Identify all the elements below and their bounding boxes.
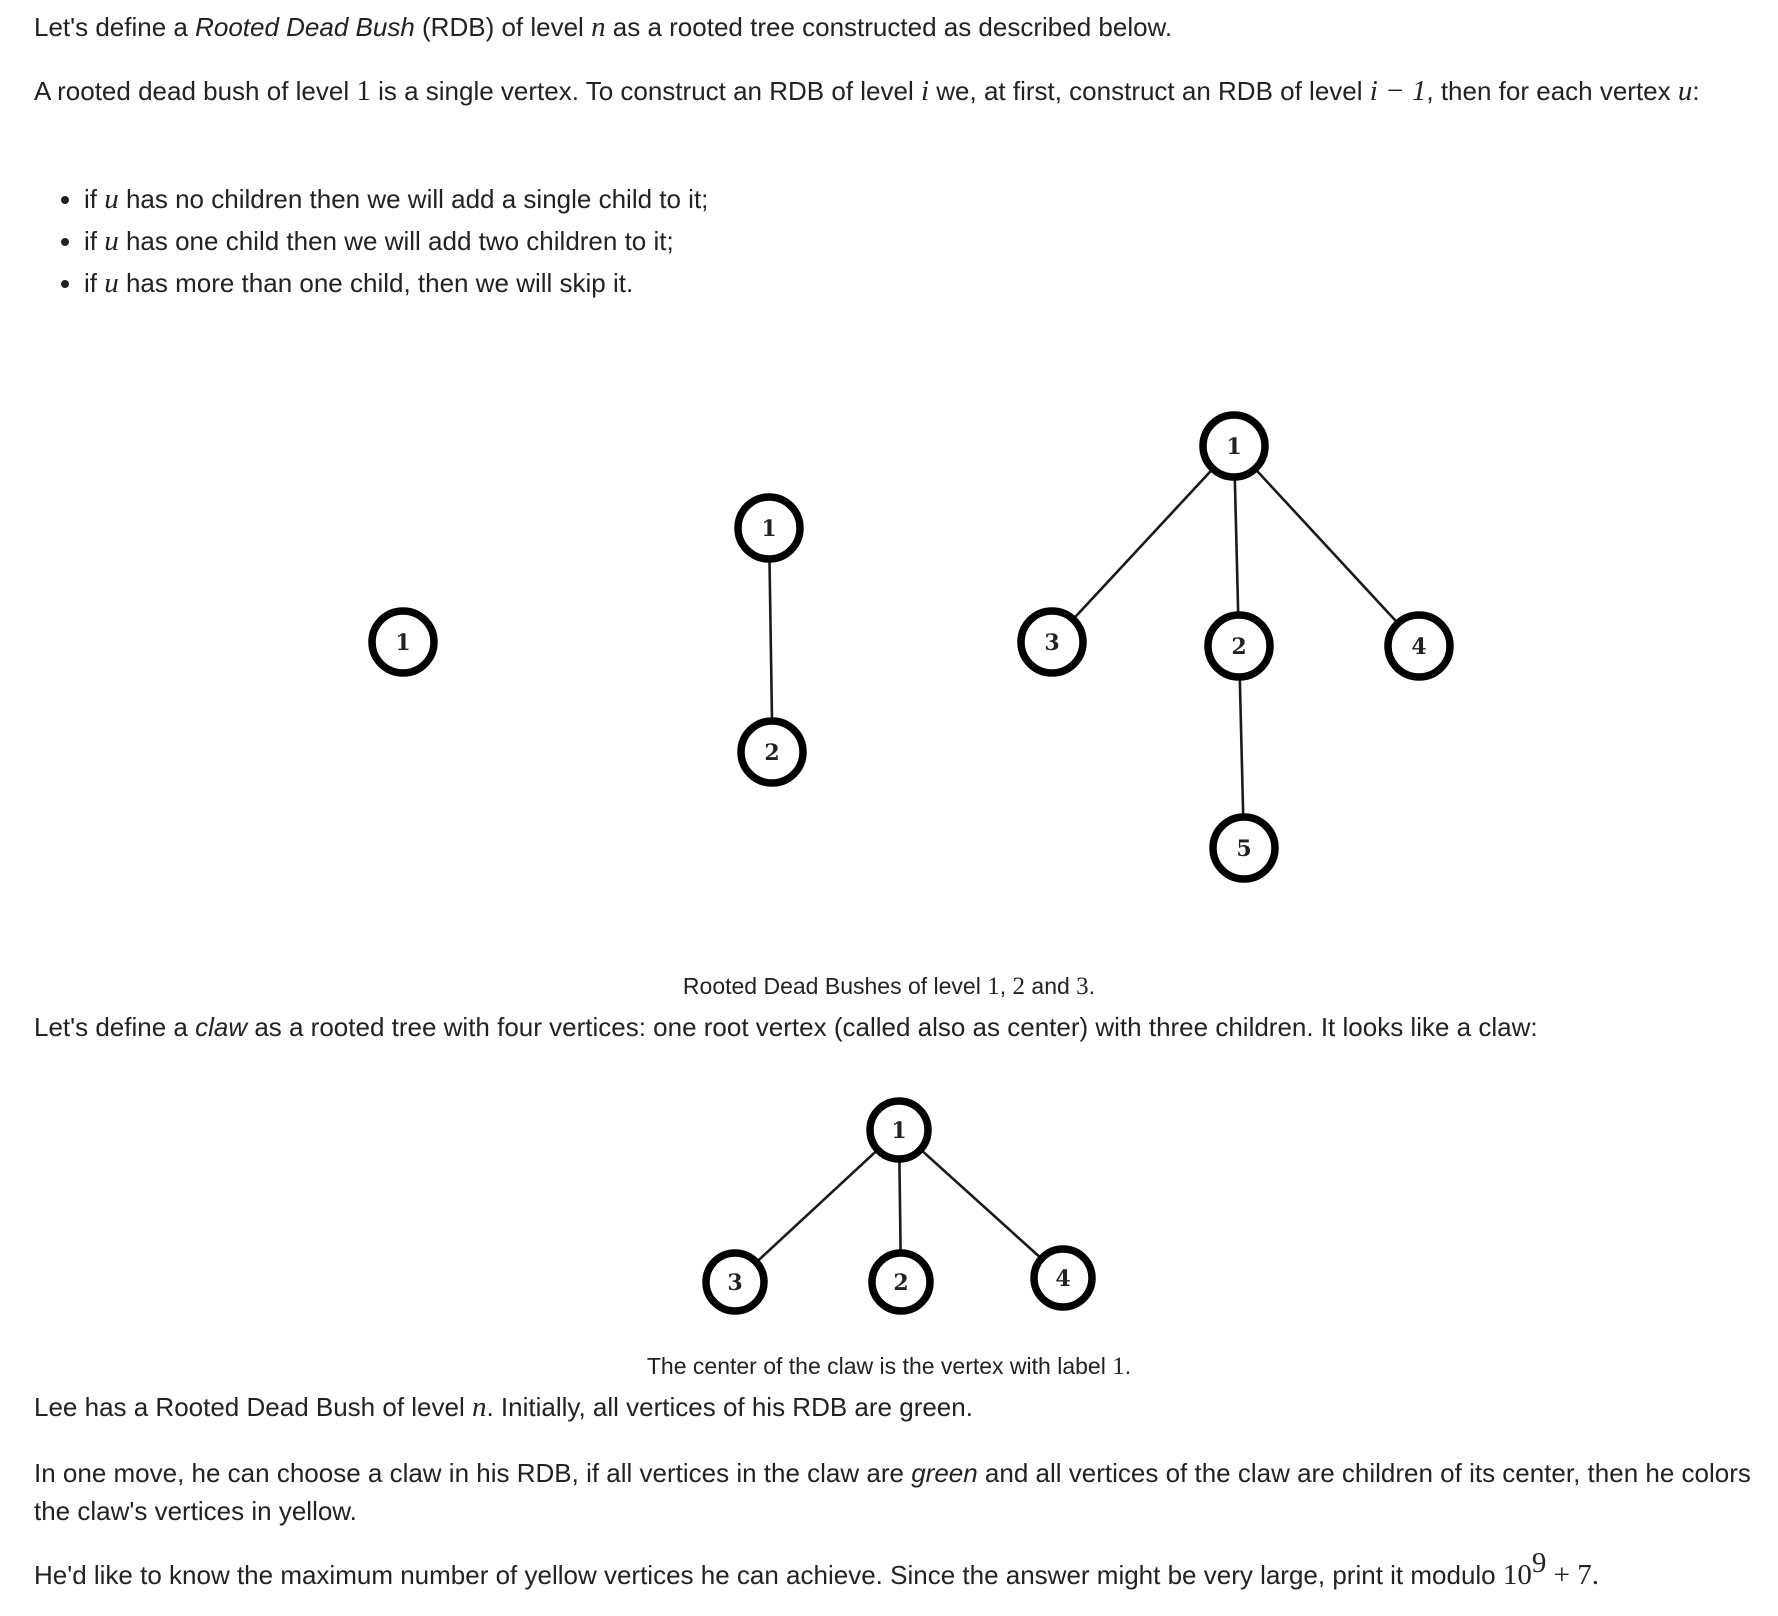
tree-edge xyxy=(735,1130,899,1282)
node-label: 1 xyxy=(1226,434,1242,460)
text: , then for each vertex xyxy=(1426,76,1678,106)
text: : xyxy=(1692,76,1700,106)
node-label: 2 xyxy=(764,740,780,766)
math-10: 10 xyxy=(1502,1559,1532,1591)
node-label: 2 xyxy=(1231,634,1247,660)
text: . Initially, all vertices of his RDB are green. xyxy=(486,1392,973,1422)
text: Lee has a Rooted Dead Bush of level xyxy=(34,1392,472,1422)
text: Let's define a xyxy=(34,12,196,42)
math-1: 1 xyxy=(356,75,371,107)
tree-edge xyxy=(1234,446,1419,646)
node-label: 4 xyxy=(1411,634,1427,660)
node-label: 2 xyxy=(893,1270,909,1296)
claw-figure xyxy=(0,1080,1778,1340)
math-plus-7: + 7. xyxy=(1546,1559,1599,1591)
term-green: green xyxy=(911,1458,978,1488)
node-label: 1 xyxy=(891,1118,907,1144)
term-rooted-dead-bush: Rooted Dead Bush xyxy=(195,12,415,42)
node-label: 5 xyxy=(1236,836,1252,862)
math-exponent-9: 9 xyxy=(1531,1547,1547,1579)
rdb-levels-figure xyxy=(0,300,1778,900)
node-label: 3 xyxy=(727,1270,743,1296)
math-u: u xyxy=(104,267,119,299)
tree-edge xyxy=(899,1130,1063,1278)
initial-state-paragraph xyxy=(34,1388,1754,1426)
claw-definition-paragraph xyxy=(34,1008,1754,1046)
text: as a rooted tree with four vertices: one root vertex (called also as center) with three children. It looks like a claw: xyxy=(247,1012,1538,1042)
text: as a rooted tree constructed as described below. xyxy=(605,12,1173,42)
math-u: u xyxy=(104,225,119,257)
math-n: n xyxy=(471,1391,487,1423)
figure2-caption: The center of the claw is the vertex with label 1. xyxy=(646,1353,1132,1380)
math-i: i xyxy=(920,75,930,107)
math-u: u xyxy=(1677,75,1693,107)
intro-paragraph xyxy=(34,8,1754,46)
construction-paragraph xyxy=(34,72,1754,110)
node-label: 1 xyxy=(395,630,411,656)
math-u: u xyxy=(104,183,119,215)
math-i-minus-1: i − 1 xyxy=(1369,75,1427,107)
term-claw: claw xyxy=(195,1012,248,1042)
text: In one move, he can choose a claw in his RDB, if all vertices in the claw are xyxy=(34,1458,912,1488)
text: is a single vertex. To construct an RDB of level xyxy=(370,76,921,106)
text: A rooted dead bush of level xyxy=(34,76,357,106)
node-label: 3 xyxy=(1044,630,1060,656)
rules-list xyxy=(34,178,1778,304)
text: we, at first, construct an RDB of level xyxy=(929,76,1370,106)
math-n: n xyxy=(591,11,606,43)
tree-edge xyxy=(1052,446,1234,642)
text: (RDB) of level xyxy=(414,12,592,42)
text: He'd like to know the maximum number of yellow vertices he can achieve. Since the answer might be very large, print it modulo xyxy=(34,1560,1503,1590)
text: Let's define a xyxy=(34,1012,196,1042)
question-paragraph xyxy=(34,1547,1754,1594)
rdb-level-2 xyxy=(738,497,803,783)
figure1-caption: Rooted Dead Bushes of level 1, 2 and 3. xyxy=(682,973,1096,1000)
move-rule-paragraph xyxy=(34,1454,1754,1530)
list-item: • if u has more than one child, then we will skip it. xyxy=(84,262,1778,304)
node-label: 1 xyxy=(761,516,777,542)
text: and all vertices of the claw are children of its center, then he colors the claw's vertices in yellow. xyxy=(34,1458,1751,1526)
rdb-level-3 xyxy=(1021,415,1450,879)
list-item: • if u has one child then we will add two children to it; xyxy=(84,220,1778,262)
list-item: • if u has no children then we will add a single child to it; xyxy=(84,178,1778,220)
rdb-level-1 xyxy=(372,611,434,673)
node-label: 4 xyxy=(1055,1266,1071,1292)
